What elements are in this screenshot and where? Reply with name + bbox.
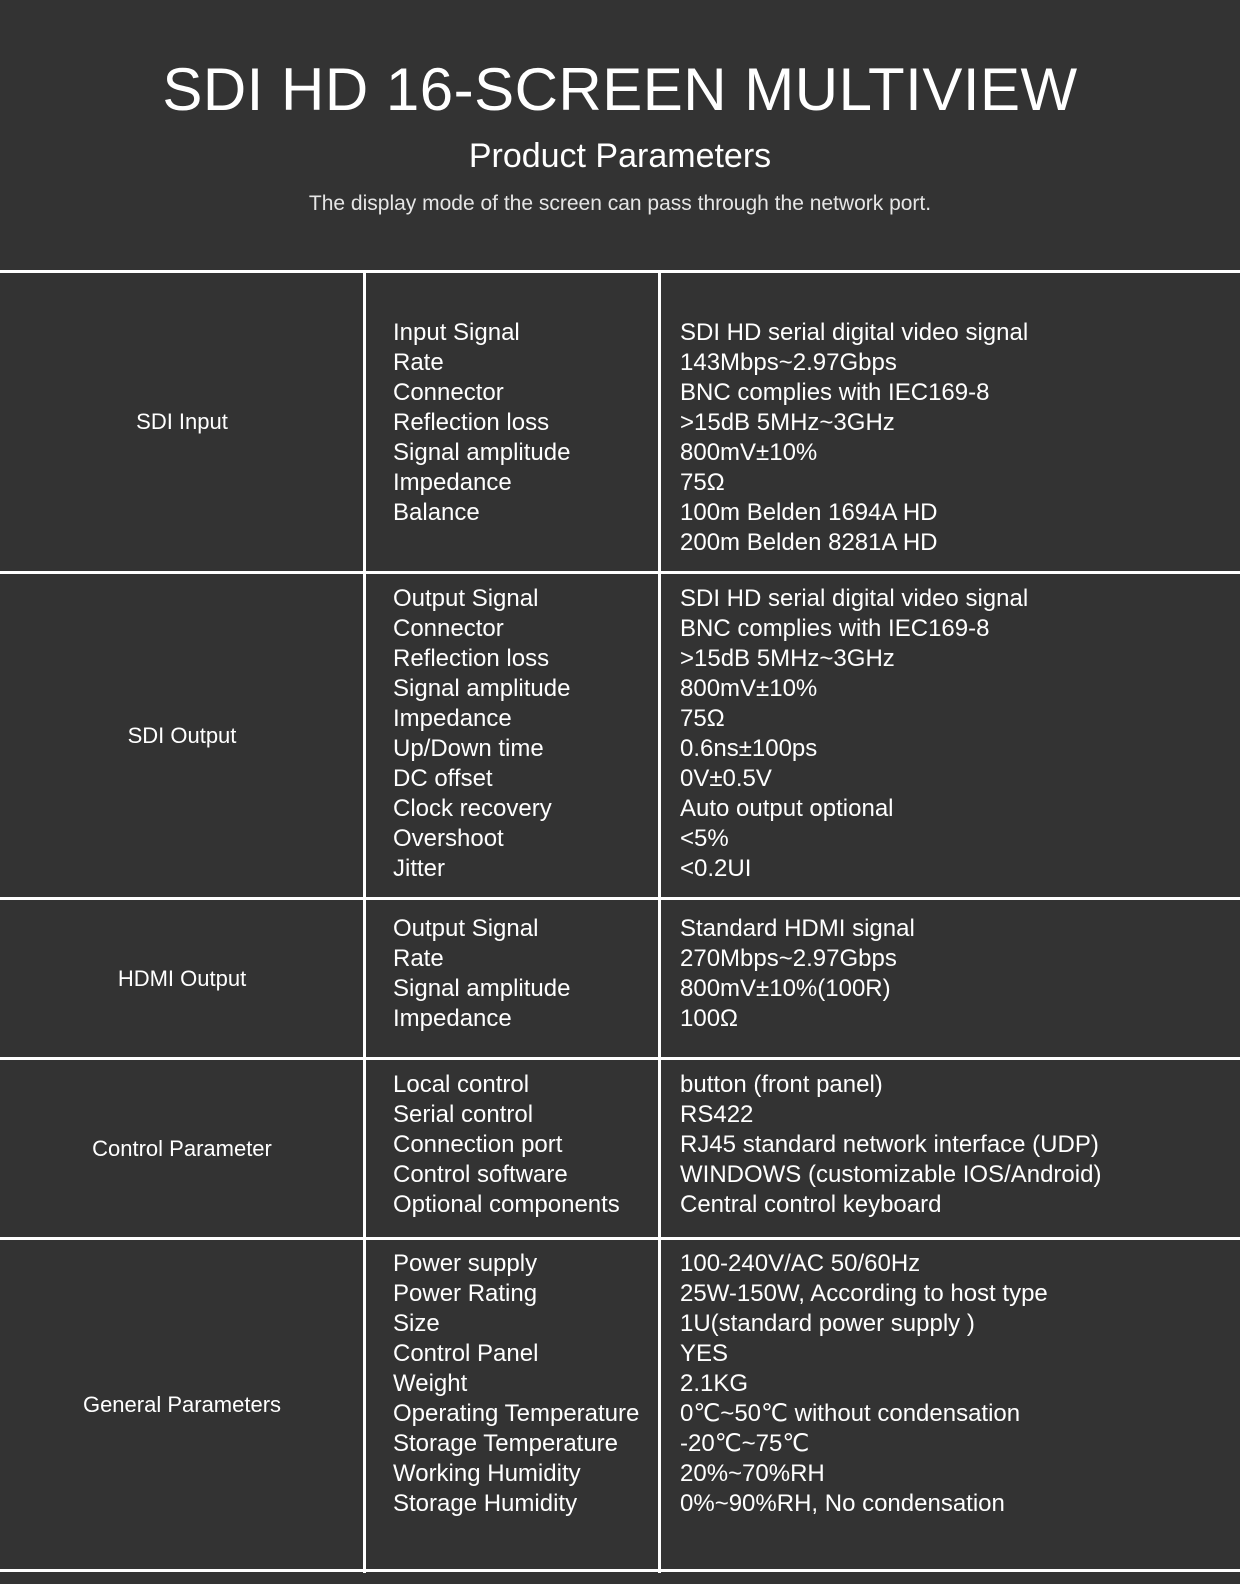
param-name: Connector bbox=[393, 379, 504, 406]
param-list bbox=[393, 1249, 639, 1519]
param-value: WINDOWS (customizable IOS/Android) bbox=[680, 1161, 1102, 1188]
param-name bbox=[393, 528, 570, 558]
param-name: Optional components bbox=[393, 1191, 620, 1218]
param-value: 0%~90%RH, No condensation bbox=[680, 1490, 1005, 1517]
param-name: Storage Humidity bbox=[393, 1490, 578, 1517]
param-value: -20℃~75℃ bbox=[680, 1430, 810, 1457]
param-name: Jitter bbox=[393, 855, 446, 882]
param-value: Auto output optional bbox=[680, 795, 894, 822]
param-value: 2.1KG bbox=[680, 1370, 749, 1397]
param-value: BNC complies with IEC169-8 bbox=[680, 379, 990, 406]
param-value: 25W-150W, According to host type bbox=[680, 1280, 1048, 1307]
param-name: Up/Down time bbox=[393, 735, 544, 762]
param-value: >15dB 5MHz~3GHz bbox=[680, 409, 895, 436]
param-value: 100m Belden 1694A HD bbox=[680, 499, 938, 526]
param-value: 75Ω bbox=[680, 469, 725, 496]
param-value: 800mV±10%(100R) bbox=[680, 975, 891, 1002]
param-name: Storage Temperature bbox=[393, 1430, 619, 1457]
param-list bbox=[393, 1070, 620, 1220]
param-value: 800mV±10% bbox=[680, 439, 818, 466]
param-list bbox=[393, 318, 570, 558]
param-name: Size bbox=[393, 1310, 440, 1337]
param-list bbox=[393, 584, 570, 884]
param-value: 100Ω bbox=[680, 1005, 738, 1032]
param-name: Input Signal bbox=[393, 319, 520, 346]
value-list bbox=[680, 318, 1028, 558]
param-value: 800mV±10% bbox=[680, 675, 818, 702]
param-name: Working Humidity bbox=[393, 1460, 581, 1487]
param-name: Rate bbox=[393, 349, 444, 376]
param-name: Overshoot bbox=[393, 825, 504, 852]
param-name: Reflection loss bbox=[393, 645, 550, 672]
category-label: General Parameters bbox=[82, 1391, 282, 1417]
param-name: Power Rating bbox=[393, 1280, 538, 1307]
param-value: Central control keyboard bbox=[680, 1191, 942, 1218]
param-name: Impedance bbox=[393, 1005, 512, 1032]
param-value: 100-240V/AC 50/60Hz bbox=[680, 1250, 921, 1277]
table-row-sdi-input bbox=[0, 273, 1240, 571]
table-row-hdmi-output bbox=[0, 900, 1240, 1057]
table-row-control-parameter bbox=[0, 1060, 1240, 1237]
param-name: Local control bbox=[393, 1071, 530, 1098]
param-value: 1U(standard power supply ) bbox=[680, 1310, 975, 1337]
param-value: <0.2UI bbox=[680, 855, 752, 882]
page-subtitle: Product Parameters bbox=[468, 137, 772, 175]
param-name: Power supply bbox=[393, 1250, 538, 1277]
param-value: Standard HDMI signal bbox=[680, 915, 915, 942]
param-name: Rate bbox=[393, 945, 444, 972]
param-value: YES bbox=[680, 1340, 729, 1367]
param-name: Signal amplitude bbox=[393, 439, 571, 466]
param-name: Impedance bbox=[393, 469, 512, 496]
value-list bbox=[680, 584, 1028, 884]
param-value: 0.6ns±100ps bbox=[680, 735, 818, 762]
page-note: The display mode of the screen can pass through the network port. bbox=[308, 192, 932, 215]
param-value: 143Mbps~2.97Gbps bbox=[680, 349, 897, 376]
param-list bbox=[393, 914, 570, 1034]
table-row-sdi-output bbox=[0, 574, 1240, 897]
param-name: Impedance bbox=[393, 705, 512, 732]
param-value: 0V±0.5V bbox=[680, 765, 772, 792]
param-value: >15dB 5MHz~3GHz bbox=[680, 645, 895, 672]
param-name: Output Signal bbox=[393, 585, 539, 612]
category-label: Control Parameter bbox=[92, 1135, 272, 1161]
param-value: RJ45 standard network interface (UDP) bbox=[680, 1131, 1099, 1158]
param-value: RS422 bbox=[680, 1101, 754, 1128]
param-value: 270Mbps~2.97Gbps bbox=[680, 945, 897, 972]
param-value: SDI HD serial digital video signal bbox=[680, 585, 1029, 612]
table-row-general-parameters bbox=[0, 1240, 1240, 1569]
param-name: Clock recovery bbox=[393, 795, 552, 822]
param-name: Control Panel bbox=[393, 1340, 539, 1367]
value-list bbox=[680, 1249, 1048, 1519]
param-name: Operating Temperature bbox=[393, 1400, 640, 1427]
table-bottom-border bbox=[0, 1569, 1240, 1572]
param-name: Signal amplitude bbox=[393, 675, 571, 702]
param-name: Output Signal bbox=[393, 915, 539, 942]
page-title: SDI HD 16-SCREEN MULTIVIEW bbox=[162, 56, 1078, 123]
value-list bbox=[680, 1070, 1101, 1220]
param-value: 75Ω bbox=[680, 705, 725, 732]
category-label: SDI Output bbox=[127, 722, 237, 748]
param-name: Weight bbox=[393, 1370, 468, 1397]
param-value: SDI HD serial digital video signal bbox=[680, 319, 1029, 346]
param-value: BNC complies with IEC169-8 bbox=[680, 615, 990, 642]
param-name: Serial control bbox=[393, 1101, 534, 1128]
param-value: 200m Belden 8281A HD bbox=[680, 529, 938, 556]
param-name: Connection port bbox=[393, 1131, 563, 1158]
param-name: Connector bbox=[393, 615, 504, 642]
value-list bbox=[680, 914, 915, 1034]
category-label: HDMI Output bbox=[117, 965, 247, 991]
param-name: Reflection loss bbox=[393, 409, 550, 436]
param-value: <5% bbox=[680, 825, 729, 852]
category-label: SDI Input bbox=[136, 409, 228, 434]
param-name: Balance bbox=[393, 499, 480, 526]
param-name: Control software bbox=[393, 1161, 568, 1188]
param-value: button (front panel) bbox=[680, 1071, 883, 1098]
param-value: 20%~70%RH bbox=[680, 1460, 825, 1487]
param-value: 0℃~50℃ without condensation bbox=[680, 1400, 1021, 1427]
param-name: Signal amplitude bbox=[393, 975, 571, 1002]
param-name: DC offset bbox=[393, 765, 493, 792]
